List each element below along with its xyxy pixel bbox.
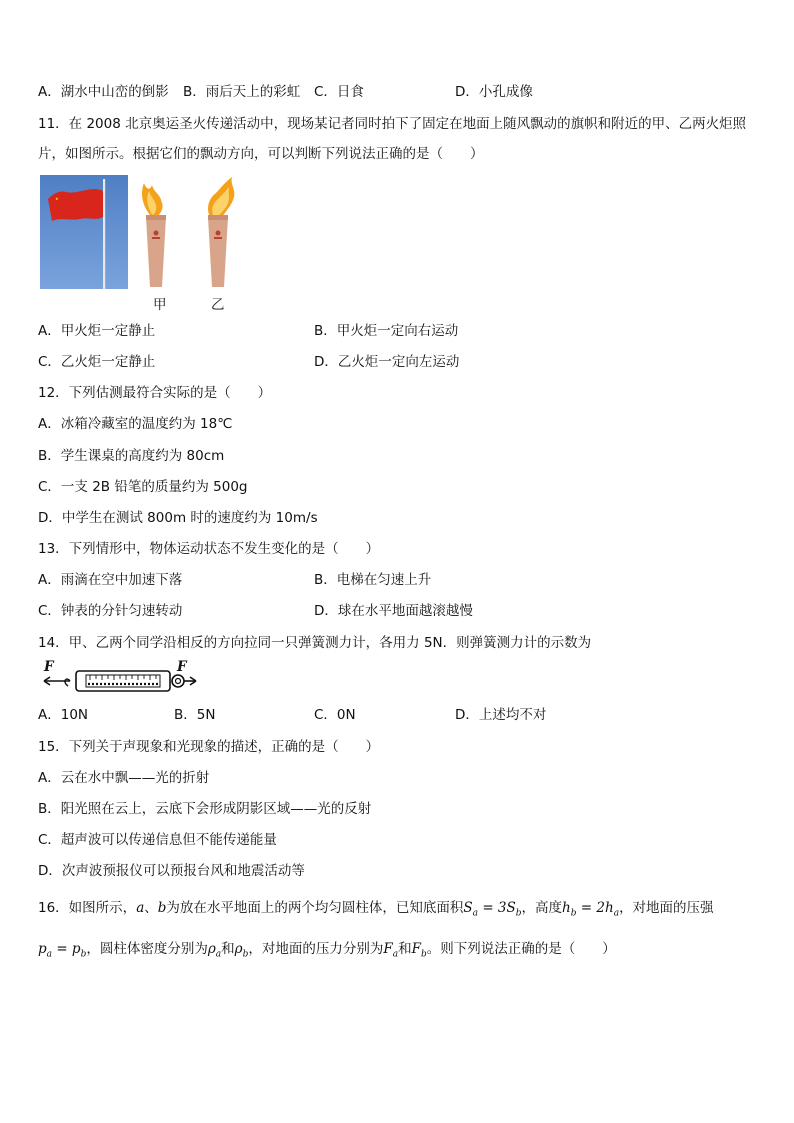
q16-text: ，对地面的压力分别为 (248, 941, 384, 957)
q16-text: 和 (398, 941, 412, 957)
q11-option-d: D．乙火炬一定向左运动 (314, 354, 460, 370)
math-subscript: b (570, 908, 577, 919)
q10-option-a: A．湖水中山峦的倒影 (38, 84, 169, 100)
q13-option-a: A．雨滴在空中加速下落 (38, 572, 183, 588)
q13-option-b: B．电梯在匀速上升 (314, 572, 432, 588)
q16-text: 为放在水平地面上的两个均匀圆柱体，已知底面积 (166, 900, 464, 916)
math-symbol: S (463, 900, 473, 916)
spring-scale-figure (40, 660, 198, 696)
q14-option-d: D．上述均不对 (455, 707, 547, 723)
math-subscript: a (392, 949, 399, 960)
q14-stem: 14．甲、乙两个同学沿相反的方向拉同一只弹簧测力计，各用力 5N．则弹簧测力计的示数为 (38, 635, 592, 651)
q16-text: ，对地面的压强 (619, 900, 714, 916)
math-symbol: p (38, 941, 47, 957)
q16-var-b: b (157, 900, 167, 916)
math-subscript: a (215, 949, 222, 960)
math-symbol: = p (52, 941, 81, 957)
q16-density-a (207, 941, 222, 960)
q16-text: 和 (221, 941, 235, 957)
q16-density-b (234, 941, 249, 960)
q12-option-d: D．中学生在测试 800m 时的速度约为 10m/s (38, 510, 318, 526)
force-right-label: F (177, 659, 187, 675)
q12-option-c: C．一支 2B 铅笔的质量约为 500g (38, 479, 248, 495)
q15-option-c: C．超声波可以传递信息但不能传递能量 (38, 832, 277, 848)
force-left-label: F (44, 659, 54, 675)
math-symbol: F (411, 941, 421, 957)
math-symbol: ρ (207, 941, 216, 957)
math-subscript: a (46, 949, 53, 960)
torch-jia-image (136, 175, 180, 289)
math-subscript: a (613, 908, 620, 919)
q13-option-d: D．球在水平地面越滚越慢 (314, 603, 473, 619)
math-subscript: b (515, 908, 522, 919)
q10-option-d: D．小孔成像 (455, 84, 533, 100)
q13-option-c: C．钟表的分针匀速转动 (38, 603, 183, 619)
math-symbol: F (383, 941, 393, 957)
flag-photo (40, 175, 128, 289)
q11-option-a: A．甲火炬一定静止 (38, 323, 156, 339)
q16-text: 16．如图所示， (38, 900, 137, 916)
q16-force-a (383, 941, 399, 960)
q16-pressure-equation (38, 941, 87, 960)
math-subscript: b (242, 949, 249, 960)
math-symbol: = 2h (576, 900, 614, 916)
math-subscript: b (420, 949, 427, 960)
math-subscript: b (80, 949, 87, 960)
q14-option-c: C．0N (314, 707, 356, 723)
q16-area-equation (463, 900, 522, 919)
q12-stem: 12．下列估测最符合实际的是（ ） (38, 385, 272, 401)
q16-text: 、 (144, 900, 158, 916)
q16-height-equation (562, 900, 620, 919)
q11-stem-line1: 11．在 2008 北京奥运圣火传递活动中，现场某记者同时拍下了固定在地面上随风飘动的旗帜和附近的甲、乙两火炬照 (38, 116, 747, 132)
math-symbol: = 3S (478, 900, 516, 916)
q15-option-a: A．云在水中飘——光的折射 (38, 770, 210, 786)
q14-option-b: B．5N (174, 707, 216, 723)
q15-stem: 15．下列关于声现象和光现象的描述，正确的是（ ） (38, 739, 380, 755)
q11-option-c: C．乙火炬一定静止 (38, 354, 156, 370)
torch-yi-label: 乙 (211, 297, 225, 313)
q13-stem: 13．下列情形中，物体运动状态不发生变化的是（ ） (38, 541, 380, 557)
q12-option-b: B．学生课桌的高度约为 80cm (38, 448, 225, 464)
q16-text: 。则下列说法正确的是（ ） (426, 941, 616, 957)
q16-stem-line1 (38, 899, 714, 923)
q10-option-c: C．日食 (314, 84, 364, 100)
torch-jia-label: 甲 (153, 297, 167, 313)
q10-option-b: B．雨后天上的彩虹 (183, 84, 301, 100)
q16-text: ，高度 (521, 900, 563, 916)
q15-option-b: B．阳光照在云上，云底下会形成阴影区域——光的反射 (38, 801, 372, 817)
q11-option-b: B．甲火炬一定向右运动 (314, 323, 459, 339)
q16-force-b (411, 941, 427, 960)
q11-stem-line2: 片，如图所示。根据它们的飘动方向，可以判断下列说法正确的是（ ） (38, 146, 484, 162)
q14-option-a: A．10N (38, 707, 89, 723)
q16-stem-line2 (38, 940, 616, 964)
q16-text: ，圆柱体密度分别为 (86, 941, 208, 957)
math-symbol: ρ (234, 941, 243, 957)
q12-option-a: A．冰箱冷藏室的温度约为 18℃ (38, 416, 233, 432)
q16-var-a: a (136, 900, 145, 916)
math-symbol: h (562, 900, 571, 916)
q15-option-d: D．次声波预报仪可以预报台风和地震活动等 (38, 863, 305, 879)
math-subscript: a (472, 908, 479, 919)
torch-yi-image (198, 175, 242, 289)
